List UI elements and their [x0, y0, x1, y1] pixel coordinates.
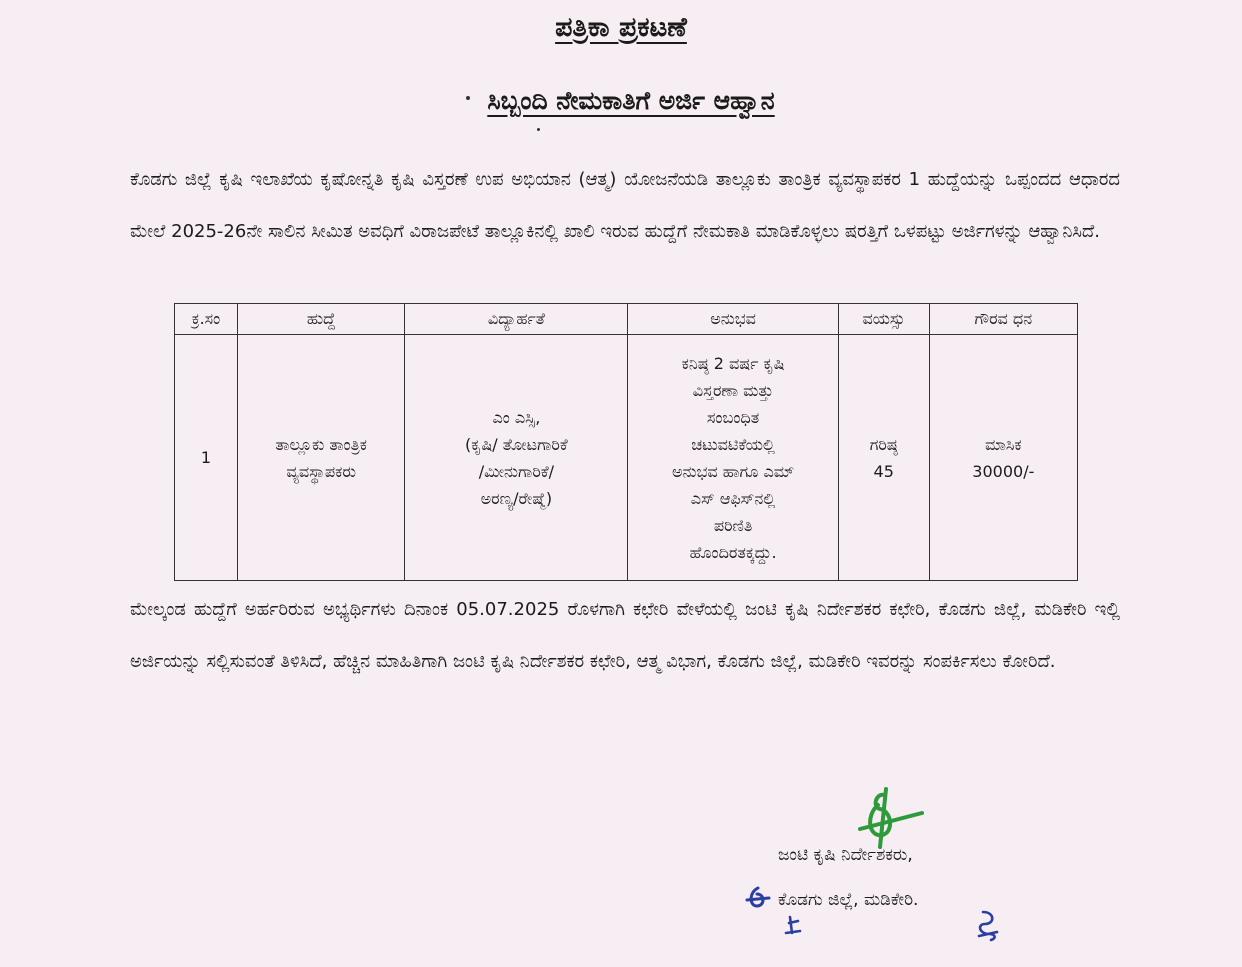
intro-paragraph: ಕೊಡಗು ಜಿಲ್ಲೆ ಕೃಷಿ ಇಲಾಖೆಯ ಕೃಷೋನ್ನತಿ ಕೃಷಿ ವಿಸ್ತರಣೆ ಉಪ ಅಭಿಯಾನ (ಆತ್ಮ) ಯೋಜನೆಯಡಿ ತಾಲ್ಲೂಕು ತಾಂತ್ರಿಕ ವ್ಯವಸ್ಥಾಪಕರ 1 ಹುದ್ದೆಯನ್ನು ಒಪ್ಪಂದದ ಆಧಾರದ ಮೇಲೆ 2025-26ನೇ ಸಾಲಿನ ಸೀಮಿತ ಅವಧಿಗೆ ವಿರಾಜಪೇಟೆ ತಾಲ್ಲೂಕಿನಲ್ಲಿ ಖಾಲಿ ಇರುವ ಹುದ್ದೆಗೆ ನೇಮಕಾತಿ ಮಾಡಿಕೊಳ್ಳಲು ಷರತ್ತಿಗೆ ಒಳಪಟ್ಟು ಅರ್ಜಿಗಳನ್ನು ಆಹ್ವಾನಿಸಿದೆ.	[130, 169, 1120, 242]
initial-blue-mark	[784, 915, 804, 937]
signatory-title: ಜಂಟಿ ಕೃಷಿ ನಿರ್ದೇಶಕರು,	[778, 845, 913, 865]
col-header-pay: ಗೌರವ ಧನ	[929, 304, 1077, 335]
cell-line: ಎಂ ಎಸ್ಸಿ,	[492, 407, 541, 427]
cell-line: ಅನುಭವ ಹಾಗೂ ಎಮ್	[671, 461, 795, 481]
cell-line: ಎಸ್ ಆಫಿಸ್‌ನಲ್ಲಿ	[690, 488, 776, 508]
cell-line: 30000/-	[972, 461, 1035, 481]
col-header-sl: ಕ್ರ.ಸಂ	[175, 304, 238, 335]
cell-line: (ಕೃಷಿ/ ತೋಟಗಾರಿಕೆ	[465, 434, 568, 454]
initial-blue-mark	[975, 908, 1001, 942]
col-header-experience: ಅನುಭವ	[628, 304, 838, 335]
col-header-age: ವಯಸ್ಸು	[838, 304, 929, 335]
cell-line: ಮಾಸಿಕ	[985, 434, 1022, 454]
cell-line: /ಮೀನುಗಾರಿಕೆ/	[478, 461, 554, 481]
cell-line: ಅರಣ್ಯ/ರೇಷ್ಮೆ)	[480, 488, 553, 508]
table-row	[175, 335, 1078, 581]
cell-age	[838, 335, 929, 581]
cell-line: ವ್ಯವಸ್ಥಾಪಕರು	[286, 461, 356, 481]
cell-line: ತಾಲ್ಲೂಕು ತಾಂತ್ರಿಕ	[275, 434, 367, 454]
ink-dot	[466, 96, 470, 100]
cell-line: ಪರಿಣಿತಿ	[713, 515, 753, 535]
cell-line: 45	[873, 461, 894, 481]
cell-experience	[628, 335, 838, 581]
cell-line: ಸಂಬಂಧಿತ	[706, 407, 760, 427]
initial-blue-mark	[743, 884, 773, 916]
table-header-row	[175, 304, 1078, 335]
cell-line: ಹೊಂದಿರತಕ್ಕದ್ದು.	[689, 542, 777, 562]
cell-sl: 1	[175, 335, 238, 581]
cell-post	[238, 335, 405, 581]
cell-pay	[929, 335, 1077, 581]
cell-line: ಗರಿಷ್ಠ	[869, 434, 898, 454]
page-title: ಪತ್ರಿಕಾ ಪ್ರಕಟಣೆ	[555, 12, 687, 43]
closing-paragraph: ಮೇಲ್ಕಂಡ ಹುದ್ದೆಗೆ ಅರ್ಹರಿರುವ ಅಭ್ಯರ್ಥಿಗಳು ದಿನಾಂಕ 05.07.2025 ರೊಳಗಾಗಿ ಕಛೇರಿ ವೇಳೆಯಲ್ಲಿ ಜಂಟಿ ಕೃಷಿ ನಿರ್ದೇಶಕರ ಕಛೇರಿ, ಕೊಡಗು ಜಿಲ್ಲೆ, ಮಡಿಕೇರಿ ಇಲ್ಲಿ ಅರ್ಜಿಯನ್ನು ಸಲ್ಲಿಸುವಂತೆ ತಿಳಿಸಿದೆ, ಹೆಚ್ಚಿನ ಮಾಹಿತಿಗಾಗಿ ಜಂಟಿ ಕೃಷಿ ನಿರ್ದೇಶಕರ ಕಛೇರಿ, ಆತ್ಮ ವಿಭಾಗ, ಕೊಡಗು ಜಿಲ್ಲೆ, ಮಡಿಕೇರಿ ಇವರನ್ನು ಸಂಪರ್ಕಿಸಲು ಕೋರಿದೆ.	[130, 599, 1120, 672]
col-header-post: ಹುದ್ದೆ	[238, 304, 405, 335]
cell-qualification	[405, 335, 628, 581]
cell-line: ಚಟುವಟಿಕೆಯಲ್ಲಿ	[691, 434, 775, 454]
cell-line: ಕನಿಷ್ಠ 2 ವರ್ಷ ಕೃಷಿ	[681, 353, 785, 373]
cell-line: ವಿಸ್ತರಣಾ ಮತ್ತು	[692, 380, 774, 400]
vacancy-table	[174, 303, 1078, 581]
col-header-qualification: ವಿದ್ಯಾರ್ಹತೆ	[405, 304, 628, 335]
signatory-office: ಕೊಡಗು ಜಿಲ್ಲೆ, ಮಡಿಕೇರಿ.	[778, 890, 919, 910]
ink-dot	[537, 128, 540, 131]
page-subtitle: ಸಿಬ್ಬಂದಿ ನೇಮಕಾತಿಗೆ ಅರ್ಜಿ ಆಹ್ವಾನ	[487, 86, 775, 115]
